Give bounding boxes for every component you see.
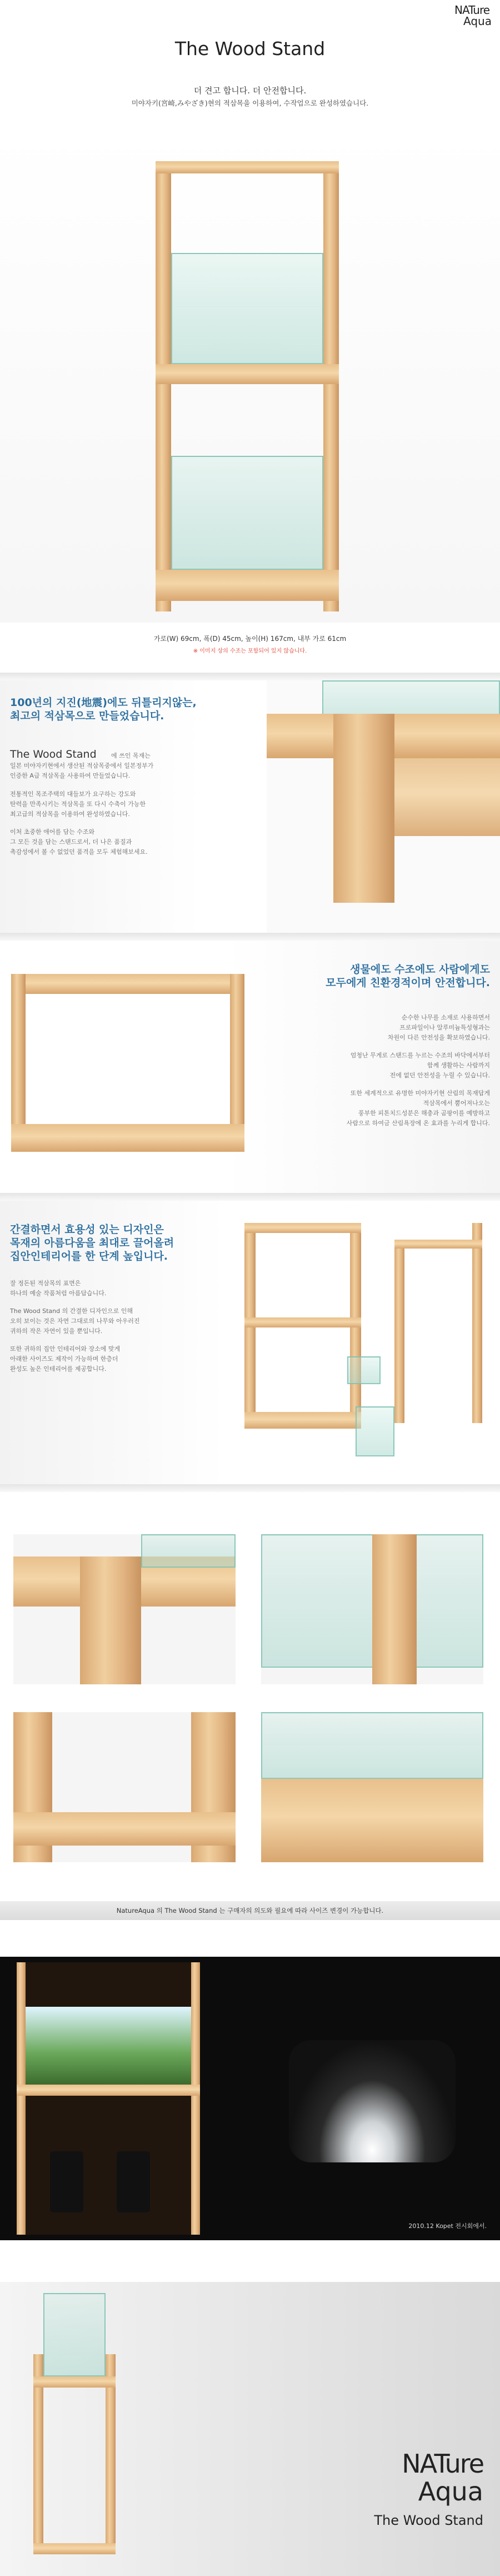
section2-p3a: 또한 세계적으로 유명한 미야자키현 산림의 목재답게 (350, 1090, 490, 1097)
section-cedar (0, 680, 500, 933)
section1-p1b: 일본 미야자키현에서 생산된 적삼목중에서 일본정부가 (10, 762, 154, 769)
detail-photo-3 (13, 1712, 236, 1862)
exhibition-caption: 2010.12 Kopet 전시회에서. (408, 2222, 487, 2230)
section1-p1a: 에 쓰인 목재는 (111, 752, 151, 759)
exhibition-filter-right (117, 2151, 150, 2212)
detail3-rail (13, 1812, 236, 1846)
lineup-column-tank (356, 1406, 394, 1456)
section3-p3b: 아래한 사이즈도 제작이 가능하며 한층더 (10, 1355, 118, 1362)
section1-p2b: 탄력을 만족시키는 적삼목을 또 다시 수축이 가능한 (10, 800, 146, 808)
subtitle: 미야자키(宮崎,みやざき)현의 적삼목을 이용하여, 수작업으로 완성하였습니다. (131, 99, 369, 107)
tank-lower (171, 456, 323, 570)
section2-p3d: 사람으로 하여금 산림욕장에 온 효과를 누리게 합니다. (346, 1120, 490, 1127)
exhibition-post-right (191, 1962, 200, 2235)
exhibition-post-left (17, 1962, 26, 2235)
stand-mid-shelf (156, 364, 339, 384)
lineup-back-shelf (394, 1240, 482, 1249)
brand-logo (454, 4, 492, 27)
closeup-post (333, 714, 394, 903)
open-stand-base (11, 1124, 244, 1152)
stand-base (156, 570, 339, 601)
exhibition-filter-left (50, 2151, 83, 2212)
detail4-rail (261, 1779, 483, 1862)
section3-p1b: 하나의 예술 작품처럼 아름답습니다. (10, 1290, 107, 1297)
detail-photo-1 (13, 1534, 236, 1684)
section2-heading-1: 생물에도 수조에도 사람에게도 (350, 963, 490, 976)
section1-p2c: 최고급의 적삼목을 이용하여 완성하였습니다. (10, 810, 130, 818)
footer-banner (0, 2282, 500, 2576)
footer-column-tank (43, 2293, 106, 2376)
section2-heading-2: 모두에게 친환경적이며 안전합니다. (326, 977, 490, 989)
section2-p3b: 적삼목에서 뿜어져나오는 (423, 1100, 490, 1107)
spec-dimensions: 가로(W) 69cm, 폭(D) 45cm, 높이(H) 167cm, 내부 가로 61cm (153, 635, 347, 643)
exhibition-planted-tank (26, 2007, 191, 2085)
lineup-shelf-base (244, 1412, 361, 1429)
closeup-side-rail (394, 758, 500, 836)
detail1-post (80, 1556, 141, 1684)
section1-p2a: 전통적인 목조주택의 대들보가 요구하는 강도와 (10, 790, 136, 798)
section3-p3c: 완성도 높은 인테리어를 제공합니다. (10, 1365, 107, 1372)
section3-heading-3: 집안인테리어를 한 단계 높입니다. (10, 1250, 168, 1262)
section-divider (0, 1193, 500, 1201)
stand-post-right (323, 161, 339, 611)
spec-note: ※ 이미지 상의 수조는 포함되어 있지 않습니다. (193, 648, 307, 654)
section-design (0, 1201, 500, 1484)
tank-upper (171, 253, 323, 364)
exhibition-photo (0, 1957, 500, 2240)
hero-photo (0, 133, 500, 623)
section2-p1b: 프로파일이나 알루미늄특성형과는 (399, 1024, 490, 1031)
cedar-closeup-photo (267, 680, 500, 933)
section2-p2a: 엄청난 무게로 스탠드를 누르는 수조의 바닥에서부터 (350, 1052, 490, 1059)
tagline: 더 견고 합니다. 더 안전합니다. (193, 86, 307, 96)
section1-p3c: 촉감성에서 볼 수 없었던 품격을 모두 체험해보세요. (10, 848, 148, 856)
section1-p3b: 그 모든 것을 담는 스탠드로서, 더 나은 품질과 (10, 838, 132, 846)
stand-lineup-photo (239, 1223, 494, 1456)
section-divider (0, 673, 500, 680)
section2-p1c: 차원이 다른 안전성을 확보하였습니다. (387, 1034, 490, 1041)
page-title: The Wood Stand (174, 38, 326, 59)
lineup-small-tank (347, 1356, 381, 1384)
section1-p1c: 인증한 A급 적삼목을 사용하여 만들었습니다. (10, 772, 131, 779)
section1-brand: The Wood Stand (10, 748, 97, 760)
footer-logo-line1: NATure (402, 2449, 483, 2479)
custom-size-text: NatureAqua 의 The Wood Stand 는 구매자의 의도와 필요에 따라 사이즈 변경이 가능합니다. (116, 1907, 384, 1914)
section3-heading-2: 목재의 아름다움을 최대로 끌어올려 (10, 1237, 174, 1249)
stand-top-rail (156, 161, 339, 173)
logo-line1: NATure (454, 3, 490, 17)
lineup-stand-back (394, 1240, 404, 1423)
footer-stand-base (33, 2543, 116, 2554)
open-stand-photo (11, 963, 244, 1163)
section3-p2c: 귀하의 작은 자연이 있을 뿐입니다. (10, 1327, 103, 1335)
section3-p3a: 또한 귀하의 집안 인테리어와 장소에 맞게 (10, 1345, 121, 1352)
logo-line2: Aqua (463, 14, 492, 28)
custom-size-banner (0, 1901, 500, 1920)
detail-photo-4 (261, 1712, 483, 1862)
section2-p1a: 순수한 나무를 소재로 사용하면서 (401, 1014, 490, 1021)
lineup-shelf-mid (244, 1317, 361, 1327)
section-divider (0, 1484, 500, 1492)
section-safety (0, 941, 500, 1193)
exhibition-shelf (17, 2085, 200, 2096)
footer-logo-line2: Aqua (418, 2476, 483, 2507)
section3-p2a: The Wood Stand 의 간결한 디자인으로 인해 (10, 1307, 133, 1315)
section2-p2c: 전에 없던 안전성을 누릴 수 있습니다. (389, 1072, 490, 1079)
section2-p3c: 풍부한 피톤치드성분은 해충과 곰팡이를 예방하고 (358, 1110, 490, 1117)
detail-photo-2 (261, 1534, 483, 1684)
detail2-post (372, 1534, 417, 1684)
section2-p2b: 함께 생활하는 사람까지 (427, 1062, 490, 1069)
section3-p2b: 오히 보이는 것은 자연 그대로의 나무와 아우러진 (10, 1317, 140, 1325)
section1-p3a: 이처 초중한 애어를 담는 수조와 (10, 828, 95, 836)
lineup-stand-back-right (472, 1223, 482, 1423)
section1-heading-2: 최고의 적삼목으로 만들었습니다. (10, 710, 164, 722)
stand-post-left (156, 161, 171, 611)
section1-heading-1: 100년의 지진(地震)에도 뒤틀리지않는, (10, 697, 197, 709)
exhibition-stand (17, 1962, 200, 2235)
open-stand-top (11, 974, 244, 994)
lineup-shelf (244, 1223, 361, 1233)
detail1-tank (141, 1534, 236, 1568)
section3-heading-1: 간결하면서 효용성 있는 디자인은 (10, 1224, 164, 1236)
section3-p1a: 잘 정돈된 적삼목의 표면은 (10, 1280, 81, 1287)
footer-title: The Wood Stand (374, 2513, 483, 2528)
led-lamp-closeup (289, 2040, 456, 2162)
section-divider (0, 933, 500, 941)
footer-stand-top (33, 2376, 116, 2388)
detail4-tank (261, 1712, 483, 1779)
